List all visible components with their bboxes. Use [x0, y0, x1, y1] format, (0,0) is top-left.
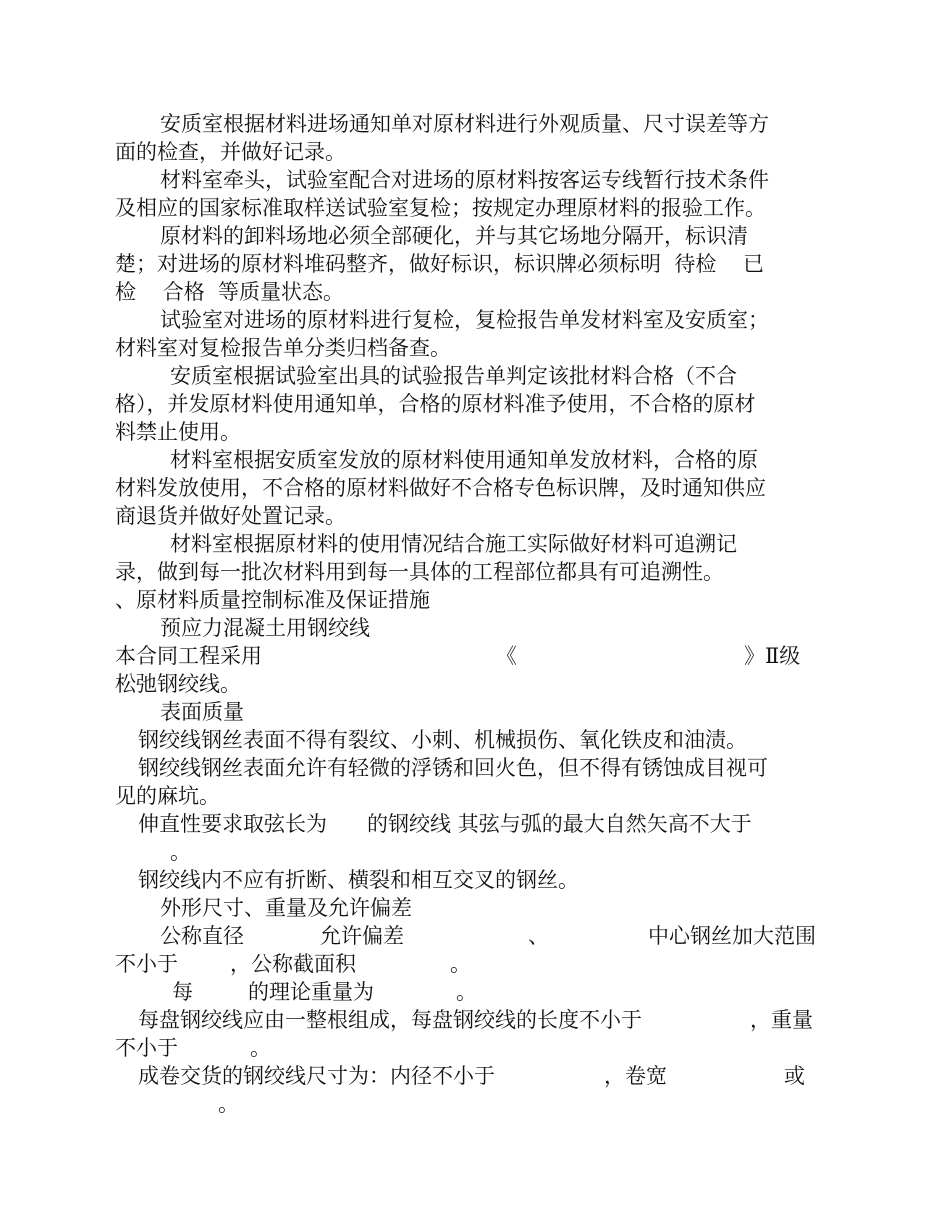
text-line: 材料室根据原材料的使用情况结合施工实际做好材料可追溯记	[170, 532, 737, 556]
contract-text: 本合同工程采用	[115, 644, 262, 668]
text-line: 检 合格 等质量状态。	[115, 280, 345, 304]
text-line: 安质室根据试验室出具的试验报告单判定该批材料合格（不合	[170, 364, 737, 388]
text-line: 试验室对进场的原材料进行复检，复检报告单发材料室及安质室；	[160, 308, 769, 332]
dimension-text: 。	[456, 980, 477, 1004]
surface-item: 钢绞线钢丝表面允许有轻微的浮锈和回火色，但不得有锈蚀成目视可	[138, 756, 768, 780]
text-line: 材料室对复检报告单分类归档备查。	[115, 336, 451, 360]
text-line: 松弛钢绞线。	[115, 672, 241, 696]
coil-text: 每盘钢绞线应由一整根组成，每盘钢绞线的长度不小于	[138, 1008, 642, 1032]
dimension-text: 不小于	[115, 952, 178, 976]
dimension-text: 。	[450, 952, 471, 976]
surface-item: 钢绞线内不应有折断、横裂和相互交叉的钢丝。	[138, 868, 579, 892]
dimension-text: 、	[528, 924, 549, 948]
coil-size-text: 。	[218, 1092, 239, 1116]
text-line: 材料室根据安质室发放的原材料使用通知单发放材料，合格的原	[170, 448, 758, 472]
dimension-text: ，公称截面积	[230, 952, 356, 976]
coil-text: 。	[250, 1036, 271, 1060]
dimension-heading: 外形尺寸、重量及允许偏差	[160, 896, 412, 920]
dimension-text: 中心钢丝加大范围	[648, 924, 816, 948]
coil-size-text: 成卷交货的钢绞线尺寸为：内径不小于	[138, 1064, 495, 1088]
text-line: 格），并发原材料使用通知单，合格的原材料准予使用，不合格的原材	[115, 392, 756, 416]
coil-size-text: ，卷宽	[604, 1064, 667, 1088]
text-line: 商退货并做好处置记录。	[115, 504, 346, 528]
text-line: 面的检查，并做好记录。	[115, 140, 346, 164]
text-line: 楚；对进场的原材料堆码整齐，做好标识，标识牌必须标明 待检 已	[115, 252, 765, 276]
surface-item: 钢绞线钢丝表面不得有裂纹、小刺、机械损伤、氧化铁皮和油渍。	[138, 728, 747, 752]
surface-item: 。	[170, 840, 191, 864]
text-line: 安质室根据材料进场通知单对原材料进行外观质量、尺寸误差等方	[160, 112, 769, 136]
text-line: 材料室牵头，试验室配合对进场的原材料按客运专线暂行技术条件	[160, 168, 769, 192]
book-title-open: 《	[496, 644, 517, 668]
coil-text: ，重量	[750, 1008, 813, 1032]
coil-size-text: 或	[784, 1064, 805, 1088]
surface-item: 见的麻坑。	[115, 784, 220, 808]
dimension-text: 允许偏差	[320, 924, 404, 948]
section-heading: 、原材料质量控制标准及保证措施	[115, 588, 430, 612]
dimension-text: 公称直径	[160, 924, 244, 948]
text-line: 料禁止使用。	[115, 420, 241, 444]
text-line: 录，做到每一批次材料用到每一具体的工程部位都具有可追溯性。	[115, 560, 724, 584]
text-line: 材料发放使用，不合格的原材料做好不合格专色标识牌，及时通知供应	[115, 476, 766, 500]
surface-heading: 表面质量	[160, 700, 244, 724]
dimension-text: 每	[172, 980, 193, 1004]
sub-heading: 预应力混凝土用钢绞线	[160, 616, 370, 640]
coil-text: 不小于	[115, 1036, 178, 1060]
book-title-close: 》Ⅱ级	[744, 644, 801, 668]
surface-item: 伸直性要求取弦长为 的钢绞线 其弦与弧的最大自然矢高不大于	[138, 812, 752, 836]
dimension-text: 的理论重量为	[248, 980, 374, 1004]
text-line: 及相应的国家标准取样送试验室复检；按规定办理原材料的报验工作。	[115, 196, 766, 220]
text-line: 原材料的卸料场地必须全部硬化，并与其它场地分隔开，标识清	[160, 224, 748, 248]
